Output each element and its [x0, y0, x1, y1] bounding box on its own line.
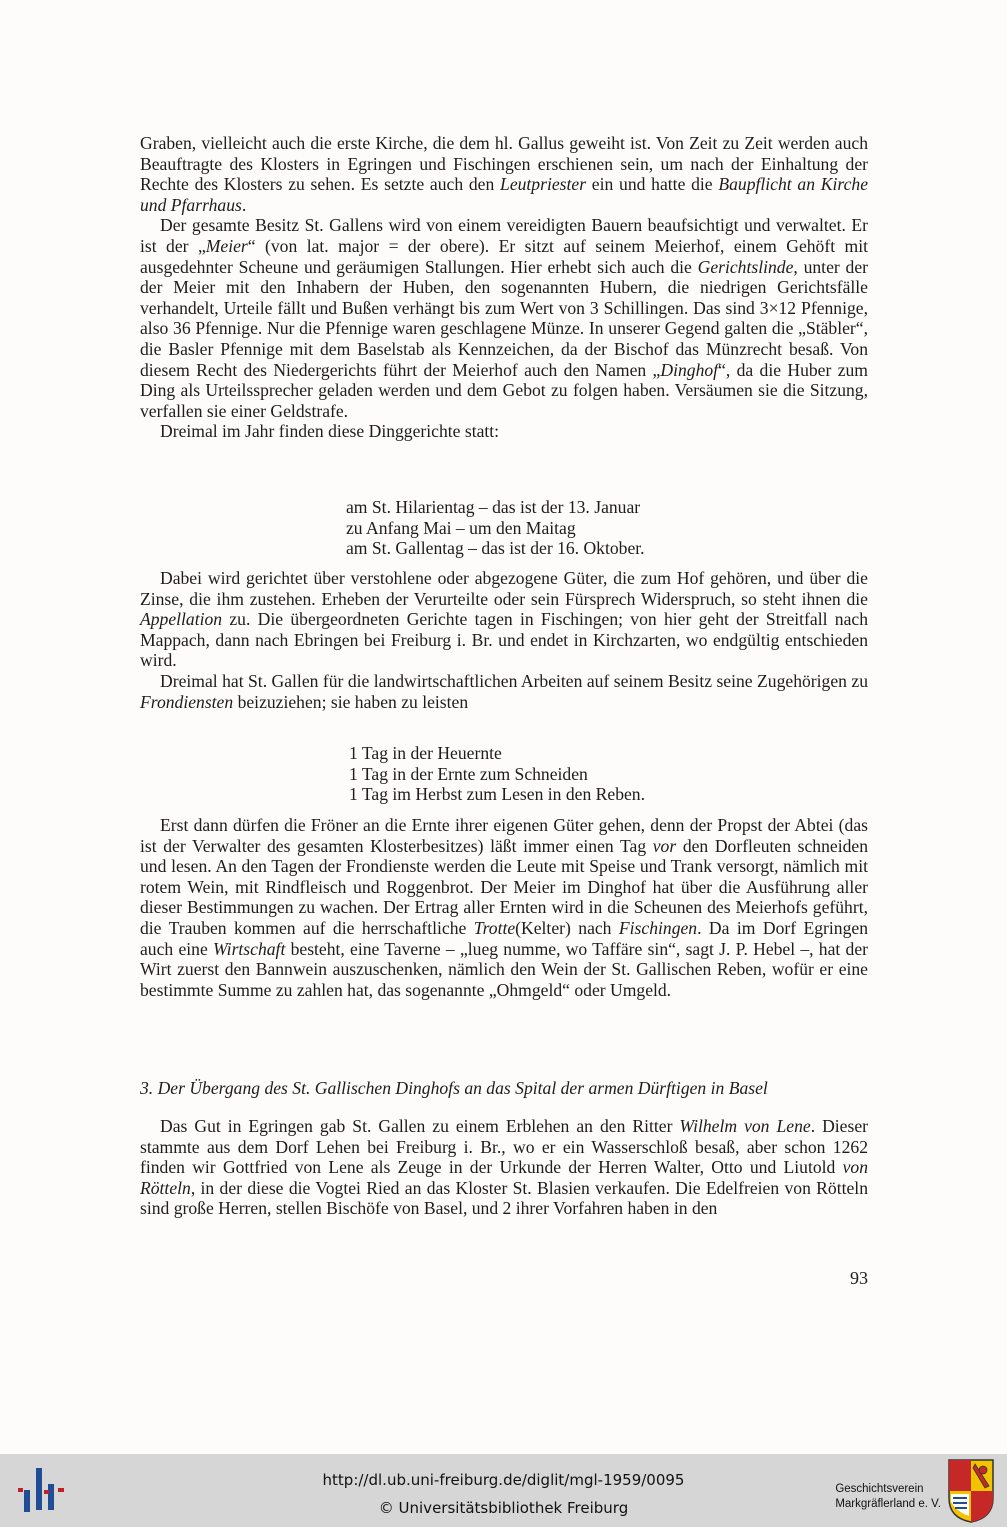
- emphasis-text: Trotte: [473, 917, 516, 938]
- emphasis-text: Appellation: [140, 609, 223, 630]
- frondienst-list: [349, 743, 645, 805]
- citation-url-link[interactable]: http://dl.ub.uni-freiburg.de/diglit/mgl-1959/0095: [322, 1471, 685, 1489]
- page-number: 93: [850, 1268, 868, 1288]
- society-line-1: Geschichtsverein: [835, 1483, 924, 1495]
- list-item: zu Anfang Mai – um den Maitag: [346, 517, 576, 538]
- emphasis-text: Wilhelm von Lene: [679, 1116, 811, 1136]
- body-text-3: [140, 815, 868, 1000]
- emphasis-text: Fischingen: [618, 917, 698, 938]
- emphasis-text: von Rötteln: [140, 1157, 868, 1198]
- list-item: am St. Hilarientag – das ist der 13. Januar: [346, 497, 641, 517]
- paragraph-7: Das Gut in Egringen gab St. Gallen zu einem Erblehen an den Ritter Wilhelm von Lene. Dieser stammte aus dem Dorf Lehen bei Freiburg i. Br., wo er ein Wasserschloß besaß, aber schon 1262 finden wir Gottfried von Lene als Zeuge in der Urkunde der Herren Walter, Otto und Liutold von Rötteln, in der diese die Vogtei Ried an das Kloster St. Blasien verkaufen. Die Edelfreien von Rötteln sind große Herren, stellen Bischöfe von Basel, und 2 ihrer Vorfahren haben in den: [140, 1116, 868, 1219]
- emphasis-text: vor: [652, 835, 677, 856]
- paragraph-5: Dreimal hat St. Gallen für die landwirtschaftlichen Arbeiten auf seinem Besitz seine Zugehörigen zu Frondiensten beizuziehen; sie haben zu leisten: [140, 670, 868, 712]
- emphasis-text: Meier: [205, 235, 248, 256]
- emphasis-text: Dinghof: [660, 359, 719, 380]
- list-item: 1 Tag in der Heuernte: [349, 743, 502, 763]
- emphasis-text: Baupflicht an Kirche und Pfarrhaus: [140, 174, 868, 215]
- court-dates-list: [346, 497, 645, 559]
- society-name: [835, 1482, 941, 1512]
- list-item: 1 Tag in der Ernte zum Schneiden: [349, 763, 588, 784]
- paragraph-2: Der gesamte Besitz St. Gallens wird von einem vereidigten Bauern beaufsichtigt und verwaltet. Er ist der „Meier“ (von lat. major = der obere). Er sitzt auf seinem Meierhof, einem Gehöft mit ausgedehnter Scheune und geräumigen Stallungen. Hier erhebt sich auch die Gerichtslinde, unter der der Meier mit den Inhabern der Huben, den sogenannten Hubern, die niedrigen Gerichtsfälle verhandelt, Urteile fällt und Bußen verhängt bis zum Wert von 3 Schillingen. Das sind 3×12 Pfennige, also 36 Pfennige. Nur die Pfennige waren geschlagene Münze. In unserer Gegend galten die „Stäbler“, die Basler Pfennige mit dem Baselstab als Kennzeichen, da der Bischof das Münzrecht besaß. Von diesem Recht des Niedergerichts führt der Meierhof auch den Namen „Dinghof“, da die Huber zum Ding als Urteilssprecher geladen werden und dem Gebot zu folgen haben. Versäumen sie die Sitzung, verfallen sie einer Geldstrafe.: [140, 215, 868, 421]
- paragraph-4: Dabei wird gerichtet über verstohlene oder abgezogene Güter, die zum Hof gehören, und über die Zinse, die ihm zustehen. Erheben der Verurteilte oder sein Fürsprech Widerspruch, so steht ihnen die Appellation zu. Die übergeordneten Gerichte tagen in Fischingen; von hier geht der Streitfall nach Mappach, dann nach Ebringen bei Freiburg i. Br. und endet in Kirchzarten, wo endgültig entschieden wird.: [140, 568, 868, 671]
- emphasis-text: Gerichtslinde: [697, 256, 794, 277]
- paragraph-3: Dreimal im Jahr finden diese Dinggerichte statt:: [160, 421, 500, 442]
- list-item: am St. Gallentag – das ist der 16. Oktober.: [346, 538, 645, 559]
- footer-bar: [0, 1454, 1007, 1527]
- list-item: 1 Tag im Herbst zum Lesen in den Reben.: [349, 784, 646, 805]
- copyright-text: © Universitätsbibliothek Freiburg: [378, 1499, 629, 1517]
- section-heading: 3. Der Übergang des St. Gallischen Dinghofs an das Spital der armen Dürftigen in Basel: [140, 1078, 768, 1098]
- society-line-2: Markgräflerland e. V.: [835, 1498, 941, 1510]
- paragraph-1: Graben, vielleicht auch die erste Kirche, die dem hl. Gallus geweiht ist. Von Zeit zu Zeit werden auch Beauftragte des Klosters in Egringen und Fischingen erschienen sein, um nach der Einhaltung der Rechte des Klosters zu sehen. Es setzte auch den Leutpriester ein und hatte die Baupflicht an Kirche und Pfarrhaus.: [140, 133, 868, 215]
- emphasis-text: Wirtschaft: [213, 938, 286, 959]
- coat-of-arms-icon[interactable]: [947, 1458, 995, 1524]
- body-text-4: [140, 1116, 868, 1219]
- body-text-2: [140, 568, 868, 712]
- emphasis-text: Frondiensten: [140, 691, 234, 712]
- body-text: [140, 133, 868, 442]
- emphasis-text: Leutpriester: [500, 174, 587, 195]
- paragraph-6: Erst dann dürfen die Fröner an die Ernte ihrer eigenen Güter gehen, denn der Propst der Abtei (das ist der Verwalter des gesamten Klosterbesitzes) läßt immer einen Tag vor den Dorfleuten schneiden und lesen. An den Tagen der Frondienste werden die Leute mit Speise und Trank versorgt, nämlich mit rotem Wein, mit Rindfleisch und Roggenbrot. Der Meier im Dinghof hat über die Ausführung aller dieser Bestimmungen zu wachen. Der Ertrag aller Ernten wird in die Scheunen des Meierhofs geführt, die Trauben kommen auf die herrschaftliche Trotte(Kelter) nach Fischingen. Da im Dorf Egringen auch eine Wirtschaft besteht, eine Taverne – „lueg numme, wo Taffäre sin“, sagt J. P. Hebel –, hat der Wirt zuerst den Bannwein auszuschenken, nämlich den Wein der St. Gallischen Reben, wofür er eine bestimmte Summe zu zahlen hat, das sogenannte „Ohmgeld“ oder Umgeld.: [140, 815, 869, 1000]
